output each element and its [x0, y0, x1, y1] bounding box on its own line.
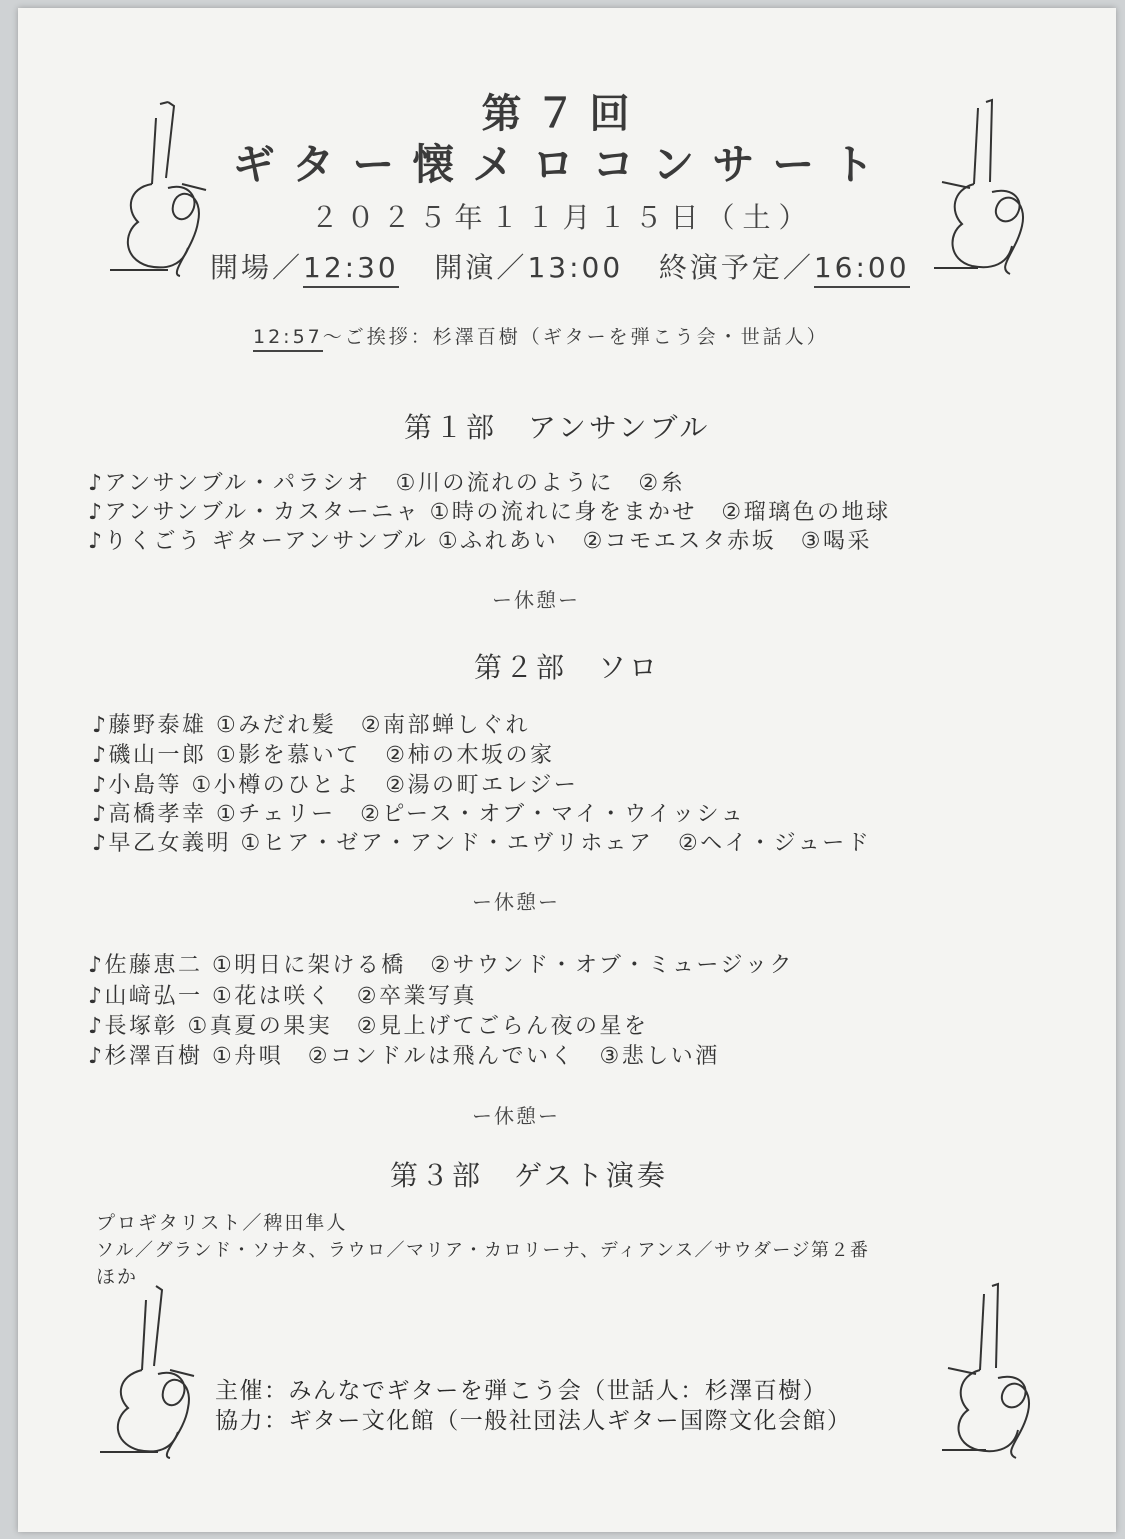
guest-etc: ほか [96, 1266, 139, 1288]
start-label: 開演／ [434, 251, 528, 284]
greeting-text: ～ご挨拶：杉澤百樹（ギターを弾こう会・世話人） [322, 326, 829, 348]
list-item: ♪山﨑弘一 ①花は咲く ②卒業写真 [88, 984, 477, 1009]
list-item: ♪アンサンブル・パラシオ ①川の流れのように ②糸 [88, 471, 686, 496]
part3-title: 第３部 ゲスト演奏 [390, 1159, 668, 1192]
guest-program: ソル／グランド・ソナタ、ラウロ／マリア・カロリーナ、ディアンス／サウダージ第２番 [96, 1240, 870, 1261]
list-item: ♪りくごう ギターアンサンブル ①ふれあい ②コモエスタ赤坂 ③喝采 [88, 529, 873, 554]
break-label: ー休憩ー [492, 588, 580, 612]
concert-title: ギター懐メロコンサート [232, 140, 893, 189]
list-item: ♪高橋孝幸 ①チェリー ②ピース・オブ・マイ・ウイッシュ [92, 802, 746, 827]
greeting [253, 322, 829, 349]
guitar-icon [938, 1282, 1048, 1462]
open-label: 開場／ [210, 251, 304, 284]
end-time: 16:00 [814, 251, 910, 288]
list-item: ♪早乙女義明 ①ヒア・ゼア・アンド・エヴリホェア ②ヘイ・ジュード [92, 831, 872, 856]
list-item: ♪小島等 ①小樽のひとよ ②湯の町エレジー [92, 773, 579, 798]
organizer: 主催：みんなでギターを弾こう会（世話人：杉澤百樹） [215, 1378, 828, 1404]
break-label: ー休憩ー [472, 890, 560, 914]
open-time: 12:30 [303, 251, 399, 288]
greeting-time: 12:57 [253, 326, 323, 352]
list-item: ♪長塚彰 ①真夏の果実 ②見上げてごらん夜の星を [88, 1014, 649, 1039]
list-item: ♪杉澤百樹 ①舟唄 ②コンドルは飛んでいく ③悲しい酒 [88, 1044, 720, 1069]
end-label: 終演予定／ [658, 251, 814, 284]
list-item: ♪佐藤恵二 ①明日に架ける橋 ②サウンド・オブ・ミュージック [88, 953, 794, 978]
concert-date: ２０２５年１１月１５日（土） [310, 201, 815, 234]
list-item: ♪藤野泰雄 ①みだれ髪 ②南部蝉しぐれ [92, 713, 530, 738]
part2-title: 第２部 ソロ [474, 651, 661, 684]
start-time: 13:00 [527, 251, 624, 284]
guitar-icon [98, 1282, 208, 1462]
guest-performer: プロギタリスト／稗田隼人 [96, 1212, 348, 1234]
list-item: ♪磯山一郎 ①影を慕いて ②柿の木坂の家 [92, 743, 555, 768]
part1-title: 第１部 アンサンブル [404, 411, 711, 444]
concert-number: 第７回 [481, 91, 644, 137]
break-label: ー休憩ー [472, 1104, 560, 1128]
cooperation: 協力：ギター文化館（一般社団法人ギター国際文化会館） [215, 1408, 852, 1434]
schedule-times [210, 246, 910, 286]
list-item: ♪アンサンブル・カスターニャ ①時の流れに身をまかせ ②瑠璃色の地球 [88, 500, 891, 525]
